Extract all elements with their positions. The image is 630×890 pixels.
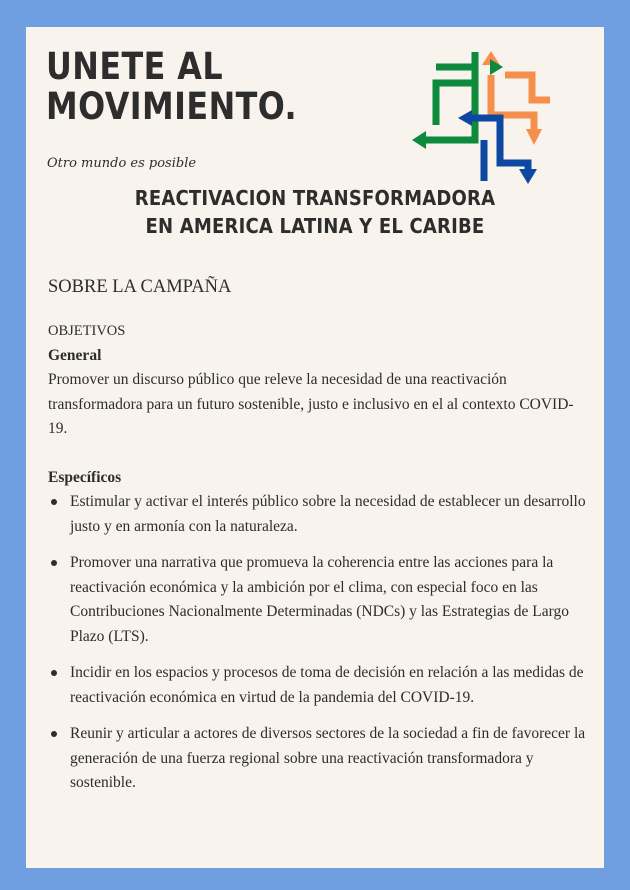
list-item xyxy=(48,722,588,796)
bullet-icon xyxy=(51,731,57,737)
list-item xyxy=(48,551,588,649)
spacer xyxy=(48,442,588,466)
headline xyxy=(46,47,297,127)
bullet-icon xyxy=(51,670,57,676)
headline-line-2: MOVIMIENTO. xyxy=(46,85,298,128)
specific-label: Específicos xyxy=(48,468,122,486)
section-title: SOBRE LA CAMPAÑA xyxy=(48,277,232,297)
interlocking-arrows-logo xyxy=(410,45,556,187)
flyer-card xyxy=(26,27,604,868)
list-item xyxy=(48,490,588,539)
subtitle-line-1: REACTIVACION TRANSFORMADORA xyxy=(134,186,496,210)
objectives-label: OBJETIVOS xyxy=(48,323,126,339)
list-item-text: Estimular y activar el interés público sobre la necesidad de establecer un desarrollo justo y en armonía con la naturaleza. xyxy=(70,493,586,535)
objectives-content xyxy=(48,319,588,808)
orange-arrow-head-down xyxy=(526,129,542,145)
tagline: Otro mundo es posible xyxy=(47,156,197,171)
subtitle-line-2: EN AMERICA LATINA Y EL CARIBE xyxy=(145,214,485,238)
blue-arrow-head-down xyxy=(519,169,537,184)
headline-line-1: UNETE AL xyxy=(46,45,224,88)
list-item-text: Incidir en los espacios y procesos de toma de decisión en relación a las medidas de reactivación económica en virtud de la pandemia del COVID-19. xyxy=(70,664,584,706)
bullet-icon xyxy=(51,499,57,505)
general-text: Promover un discurso público que releve la necesidad de una reactivación transformadora para un futuro sostenible, justo e inclusivo en el al contexto COVID-19. xyxy=(48,371,574,437)
general-label: General xyxy=(48,346,102,364)
green-arrow xyxy=(422,52,475,140)
green-arrow-head-left xyxy=(412,131,426,149)
list-item xyxy=(48,661,588,710)
campaign-subtitle xyxy=(26,184,604,240)
list-item-text: Promover una narrativa que promueva la coherencia entre las acciones para la reactivación económica y la ambición por el clima, con especial foco en las Contribuciones Nacionalmente Determinadas (NDCs) y las Estrategias de Largo Plazo (LTS). xyxy=(70,554,570,645)
specific-objectives-list xyxy=(48,490,588,796)
blue-arrow-head-left xyxy=(458,110,472,126)
bullet-icon xyxy=(51,560,57,566)
list-item-text: Reunir y articular a actores de diversos sectores de la sociedad a fin de favorecer la generación de una fuerza regional sobre una reactivación transformadora y sostenible. xyxy=(70,725,586,791)
